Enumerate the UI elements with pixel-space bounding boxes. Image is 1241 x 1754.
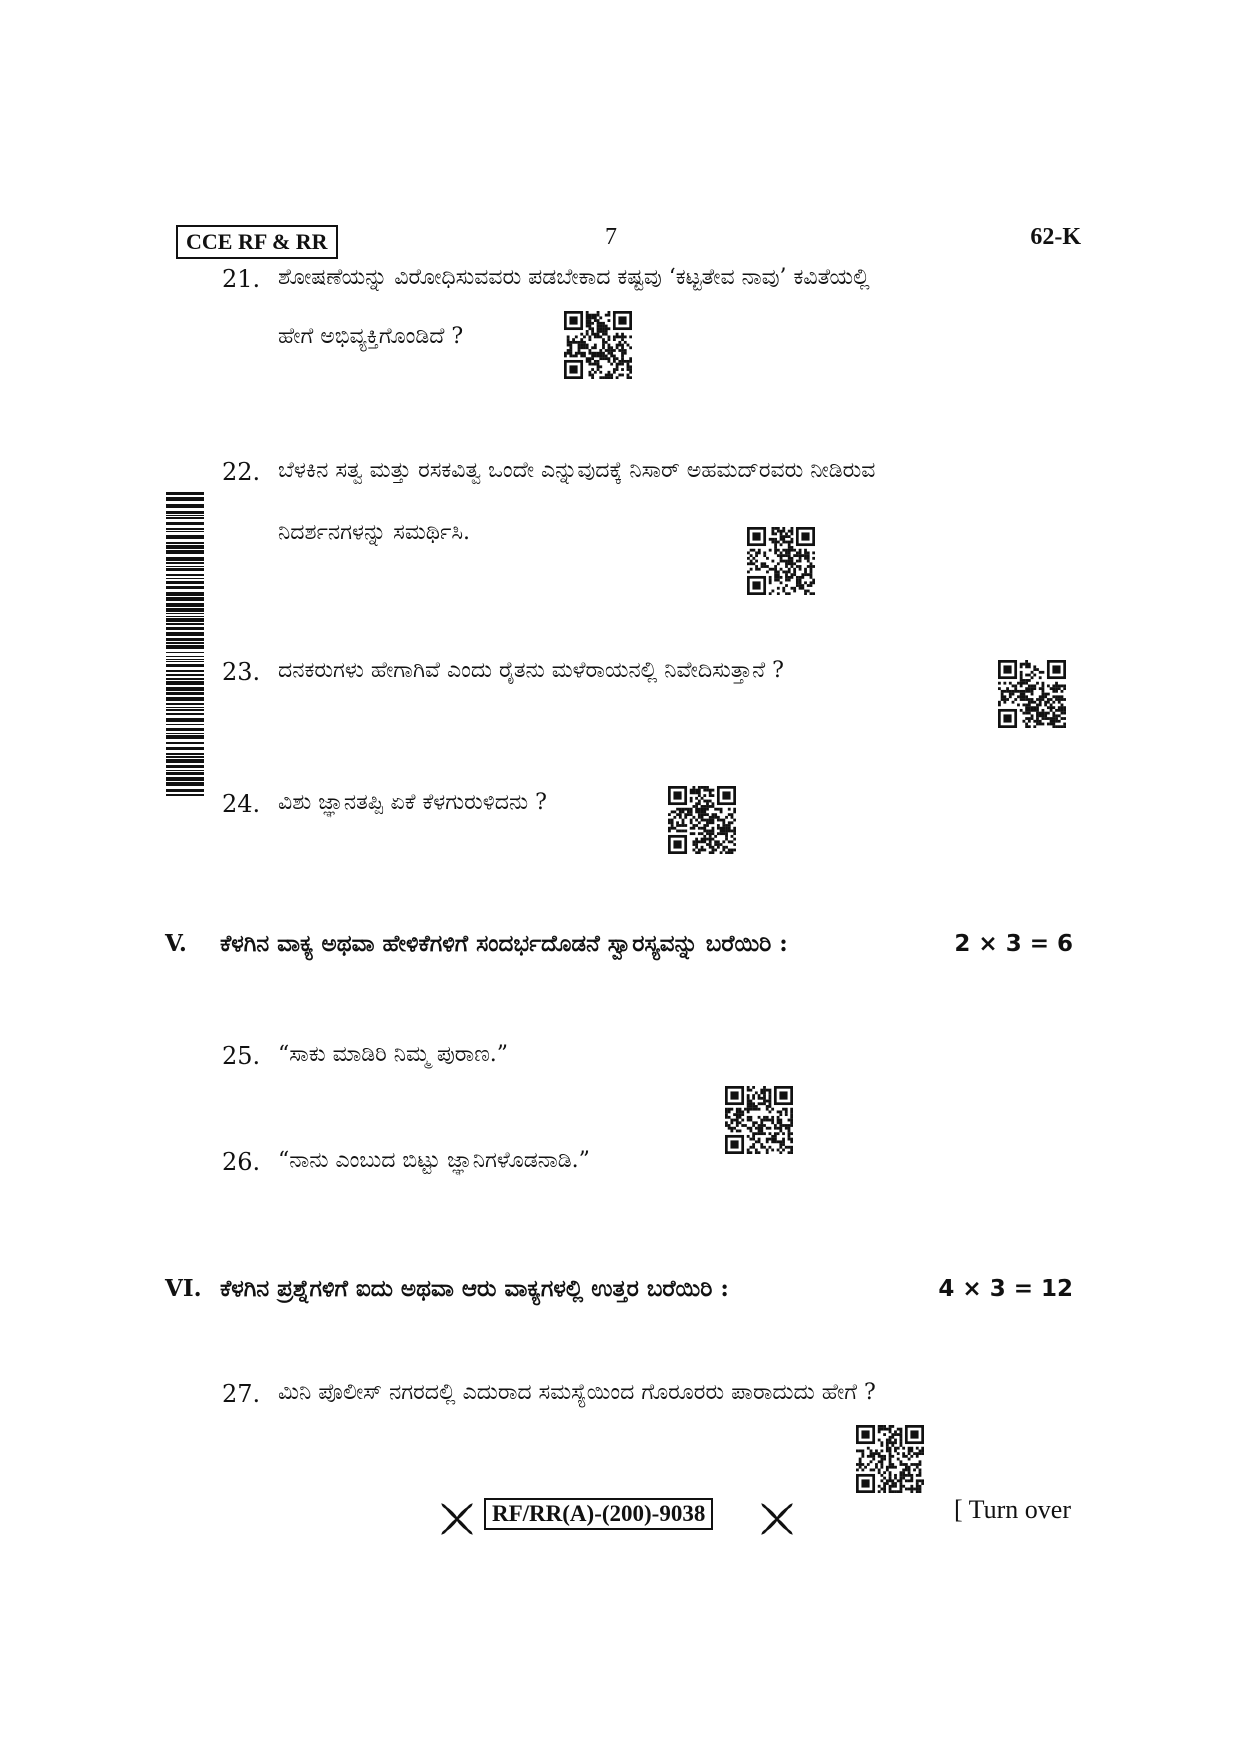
section-roman: V. bbox=[165, 930, 187, 957]
section-instruction: ಕೆಳಗಿನ ವಾಕ್ಯ ಅಥವಾ ಹೇಳಿಕೆಗಳಿಗೆ ಸಂದರ್ಭದೊಡನೆ ಸ್ವಾರಸ್ಯವನ್ನು ಬರೆಯಿರಿ : bbox=[220, 930, 788, 957]
question-text: ಶೋಷಣೆಯನ್ನು ವಿರೋಧಿಸುವವರು ಪಡಬೇಕಾದ ಕಷ್ಟವು ‘ಕಟ್ಟತೇವ ನಾವು’ ಕವಿತೆಯಲ್ಲಿ bbox=[278, 265, 870, 290]
question-text: ದನಕರುಗಳು ಹೇಗಾಗಿವೆ ಎಂದು ರೈತನು ಮಳೆರಾಯನಲ್ಲಿ ನಿವೇದಿಸುತ್ತಾನೆ ? bbox=[278, 658, 784, 683]
section-instruction: ಕೆಳಗಿನ ಪ್ರಶ್ನೆಗಳಿಗೆ ಐದು ಅಥವಾ ಆರು ವಾಕ್ಯಗಳಲ್ಲಿ ಉತ್ತರ ಬರೆಯಿರಿ : bbox=[220, 1275, 729, 1302]
question-number: 22. bbox=[222, 458, 261, 486]
qr-code bbox=[856, 1425, 924, 1493]
section-marks: 2 × 3 = 6 bbox=[954, 931, 1073, 957]
page-number: 7 bbox=[605, 224, 617, 250]
leaf-ornament-icon bbox=[440, 1502, 474, 1536]
paper-code: 62-K bbox=[1030, 224, 1081, 250]
qr-code bbox=[998, 660, 1066, 728]
question-number: 24. bbox=[222, 790, 261, 818]
qr-code bbox=[725, 1086, 793, 1154]
qr-code bbox=[668, 786, 736, 854]
question-text-cont: ಹೇಗೆ ಅಭಿವ್ಯಕ್ತಿಗೊಂಡಿದೆ ? bbox=[278, 324, 464, 349]
question-number: 25. bbox=[222, 1042, 261, 1070]
barcode bbox=[166, 492, 204, 796]
question-text: ಬೆಳಕಿನ ಸತ್ವ ಮತ್ತು ರಸಕವಿತ್ವ ಒಂದೇ ಎನ್ನುವುದಕ್ಕೆ ನಿಸಾರ್ ಅಹಮದ್‌ರವರು ನೀಡಿರುವ bbox=[278, 458, 876, 483]
question-text: ಮಿನಿ ಪೊಲೀಸ್ ನಗರದಲ್ಲಿ ಎದುರಾದ ಸಮಸ್ಯೆಯಿಂದ ಗೊರೂರರು ಪಾರಾದುದು ಹೇಗೆ ? bbox=[278, 1380, 876, 1405]
question-text: “ಸಾಕು ಮಾಡಿರಿ ನಿಮ್ಮ ಪುರಾಣ.” bbox=[278, 1042, 509, 1067]
turn-over-note: [ Turn over bbox=[953, 1495, 1071, 1524]
question-number: 23. bbox=[222, 658, 261, 686]
exam-label: CCE RF & RR bbox=[176, 225, 338, 259]
question-number: 26. bbox=[222, 1148, 261, 1176]
section-marks: 4 × 3 = 12 bbox=[938, 1276, 1073, 1302]
question-text-cont: ನಿದರ್ಶನಗಳನ್ನು ಸಮರ್ಥಿಸಿ. bbox=[278, 520, 471, 545]
question-number: 21. bbox=[222, 265, 261, 293]
question-number: 27. bbox=[222, 1380, 261, 1408]
footer-code: RF/RR(A)-(200)-9038 bbox=[484, 1498, 713, 1530]
qr-code bbox=[564, 311, 632, 379]
question-text: “ನಾನು ಎಂಬುದ ಬಿಟ್ಟು ಜ್ಞಾನಿಗಳೊಡನಾಡಿ.” bbox=[278, 1148, 590, 1173]
question-text: ವಿಶು ಜ್ಞಾನತಪ್ಪಿ ಏಕೆ ಕೆಳಗುರುಳಿದನು ? bbox=[278, 790, 547, 815]
section-roman: VI. bbox=[165, 1275, 202, 1302]
qr-code bbox=[747, 527, 815, 595]
leaf-ornament-icon bbox=[760, 1502, 794, 1536]
